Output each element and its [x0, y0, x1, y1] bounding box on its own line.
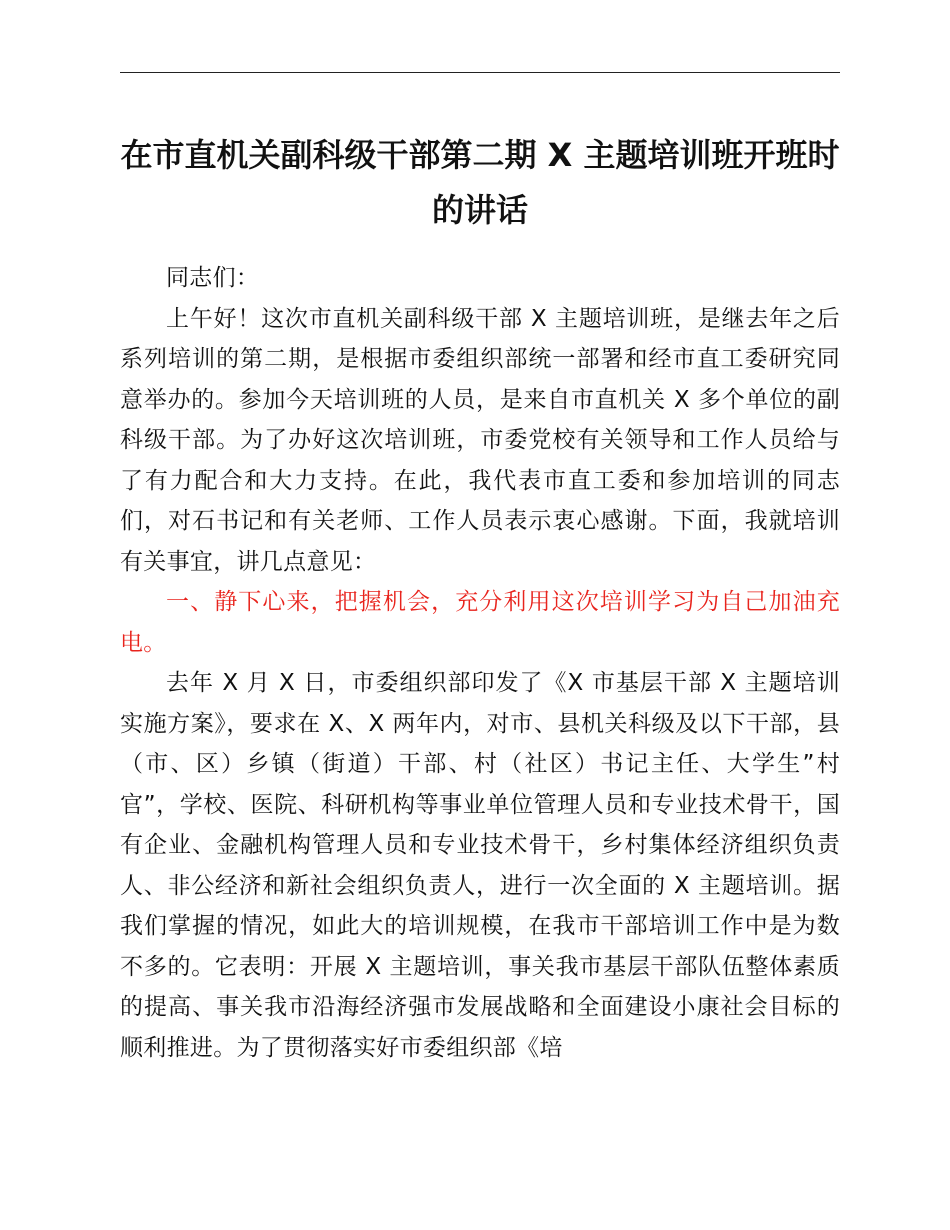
paragraph-opening: 上午好！这次市直机关副科级干部 X 主题培训班，是继去年之后系列培训的第二期，是根据市委组织部统一部署和经市直工委研究同意举办的。参加今天培训班的人员，是来自市直机关 X 多个单位的副科级干部。为了办好这次培训班，市委党校有关领导和工作人员给与了有力配合和大力支持。在此，我代表市直工委和参加培训的同志们，对石书记和有关老师、工作人员表示衷心感谢。下面，我就培训有关事宜，讲几点意见：: [120, 305, 840, 575]
document-title: 在市直机关副科级干部第二期 X 主题培训班开班时的讲话: [120, 136, 840, 229]
header-rule: [120, 72, 840, 73]
document-page: [120, 128, 840, 1068]
salutation: 同志们：: [166, 265, 260, 291]
document-body: [120, 258, 840, 1068]
section-heading-1: 一、静下心来，把握机会，充分利用这次培训学习为自己加油充电。: [120, 589, 840, 656]
paragraph-section-1: 去年 X 月 X 日，市委组织部印发了《X 市基层干部 X 主题培训实施方案》，要求在 X、X 两年内，对市、县机关科级及以下干部，县（市、区）乡镇（街道）干部、村（社区）书记主任、大学生”村官”，学校、医院、科研机构等事业单位管理人员和专业技术骨干，国有企业、金融机构管理人员和专业技术骨干，乡村集体经济组织负责人、非公经济和新社会组织负责人，进行一次全面的 X 主题培训。据我们掌握的情况，如此大的培训规模，在我市干部培训工作中是为数不多的。它表明：开展 X 主题培训，事关我市基层干部队伍整体素质的提高、事关我市沿海经济强市发展战略和全面建设小康社会目标的顺利推进。为了贯彻落实好市委组织部《培: [120, 670, 840, 1061]
